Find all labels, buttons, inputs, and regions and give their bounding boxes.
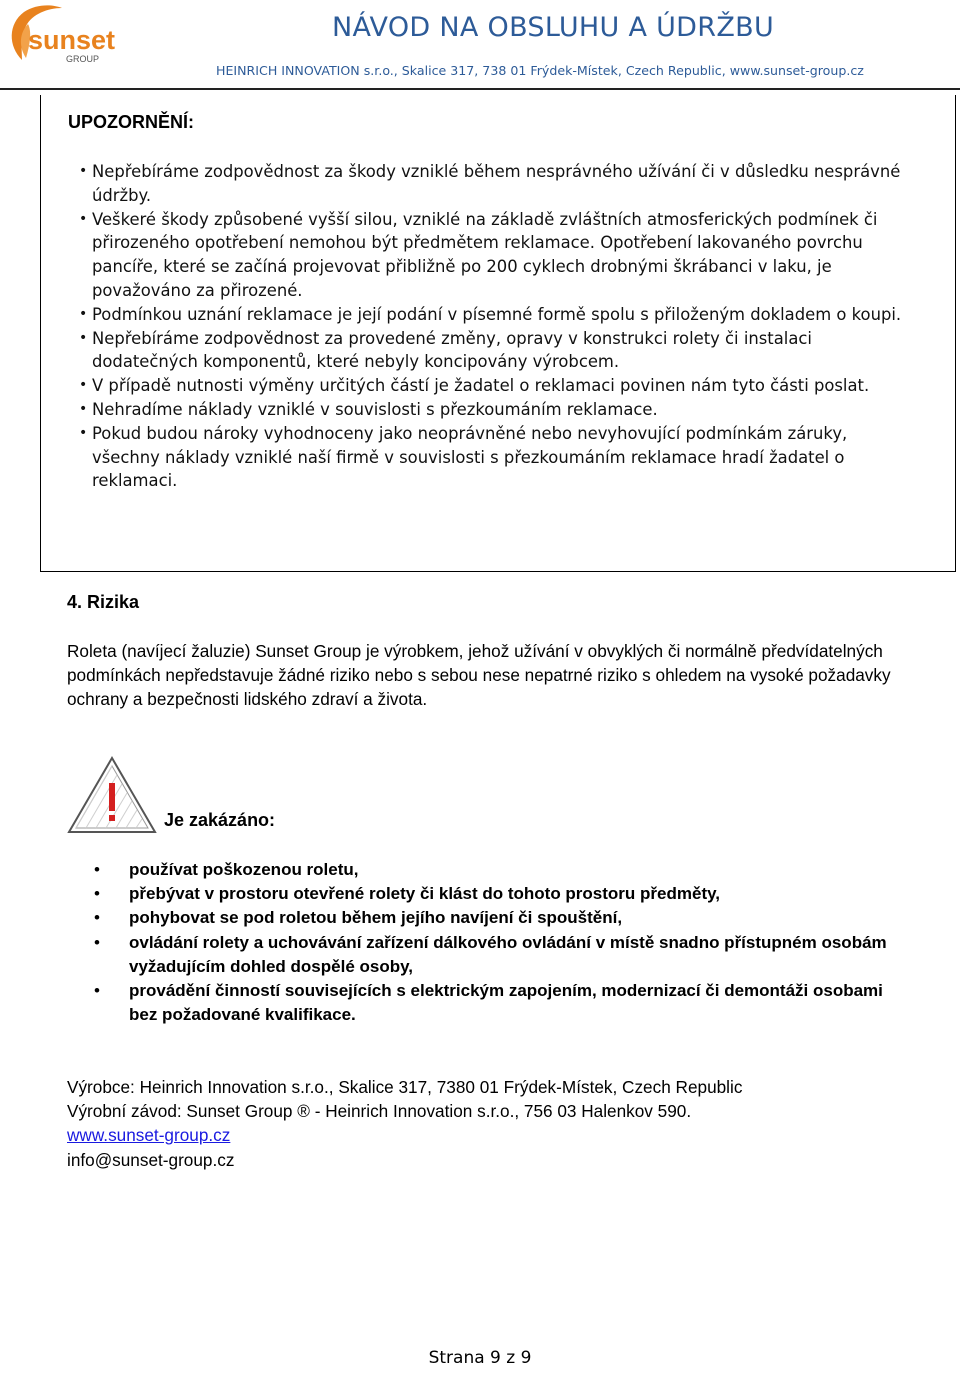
risks-paragraph: Roleta (navíjecí žaluzie) Sunset Group je výrobkem, jehož užívání v obvyklých či normálně předvídatelných podmínkách nepředstavuje žádné riziko nebo s sebou nese nepatrné riziko s ohledem na vysoké požadavky ochrany a bezpečnosti lidského zdraví a života. xyxy=(67,641,891,710)
list-item: • ovládání rolety a uchovávání zařízení dálkového ovládání v místě snadno přístupném osobám vyžadujícím dohled dospělé osoby, xyxy=(94,932,887,976)
bullet-icon: • xyxy=(94,932,100,952)
list-item: • přebývat v prostoru otevřené rolety či klást do tohoto prostoru předměty, xyxy=(92,882,892,906)
forbidden-heading: Je zakázáno: xyxy=(164,810,276,830)
bullet-icon: • xyxy=(79,400,88,417)
forbidden-list xyxy=(92,858,892,1027)
header-divider xyxy=(0,88,960,90)
company-address: HEINRICH INNOVATION s.r.o., Skalice 317, 738 01 Frýdek-Místek, Czech Republic, www.sunset-group.cz xyxy=(216,63,864,78)
bullet-icon: • xyxy=(79,210,88,227)
manufacturer-line: Výrobce: Heinrich Innovation s.r.o., Skalice 317, 7380 01 Frýdek-Místek, Czech Republic xyxy=(67,1077,743,1097)
bullet-icon: • xyxy=(94,981,100,1001)
logo-swoosh-icon xyxy=(4,2,134,72)
bullet-icon: • xyxy=(94,884,100,904)
bullet-icon: • xyxy=(94,860,100,879)
bullet-icon: • xyxy=(79,377,88,394)
section-heading-risks: 4. Rizika xyxy=(67,592,140,612)
warning-heading: UPOZORNĚNÍ: xyxy=(68,112,194,132)
contact-block xyxy=(67,1075,742,1172)
list-item: • Pokud budou nároky vyhodnoceny jako neoprávněné nebo nevyhovující podmínkám záruky, všechny náklady vzniklé naší firmě v souvislosti s přezkoumáním reklamace hradí žadatel o reklamaci. xyxy=(79,423,848,491)
list-item: • používat poškozenou roletu, xyxy=(92,858,892,882)
page-number: Strana 9 z 9 xyxy=(428,1348,532,1368)
list-item: • Nehradíme náklady vzniklé v souvislosti s přezkoumáním reklamace. xyxy=(80,398,910,422)
email-line: info@sunset-group.cz xyxy=(67,1149,235,1170)
bullet-icon: • xyxy=(79,305,88,322)
plant-line: Výrobní závod: Sunset Group ® - Heinrich Innovation s.r.o., 756 03 Halenkov 590. xyxy=(67,1101,692,1122)
list-item: • Podmínkou uznání reklamace je její podání v písemné formě spolu s přiloženým dokladem o koupi. xyxy=(80,303,910,327)
bullet-icon: • xyxy=(79,424,88,441)
document-title: NÁVOD NA OBSLUHU A ÚDRŽBU xyxy=(332,12,775,43)
svg-text:GROUP: GROUP xyxy=(66,54,100,64)
list-item: • provádění činností souvisejících s elektrickým zapojením, modernizací či demontáži osobami bez požadované kvalifikace. xyxy=(94,981,883,1025)
bullet-icon: • xyxy=(94,908,100,928)
svg-text:sunset: sunset xyxy=(28,25,116,55)
page-header xyxy=(0,0,960,96)
warning-list xyxy=(80,160,910,493)
list-item: • Nepřebíráme zodpovědnost za provedené změny, opravy v konstrukci rolety či instalaci dodatečných komponentů, které nebyly koncipovány výrobcem. xyxy=(79,328,812,372)
bullet-icon: • xyxy=(79,163,88,179)
list-item: • Veškeré škody způsobené vyšší silou, vzniklé na základě zvláštních atmosferických podmínek či přirozeného opotřebení nemohou být předmětem reklamace. Opotřebení lakovaného povrchu pancíře, které se začíná projevovat přibližně po 200 cyklech drobnými škrábanci v laku, je považováno za přirozené. xyxy=(79,209,878,300)
list-item: • V případě nutnosti výměny určitých částí je žadatel o reklamaci povinen nám tyto části poslat. xyxy=(80,374,910,398)
list-item: • Nepřebíráme zodpovědnost za škody vzniklé během nesprávného užívání či v důsledku nesprávné údržby. xyxy=(79,162,901,205)
bullet-icon: • xyxy=(79,329,88,346)
sunset-logo xyxy=(4,2,134,72)
warning-triangle-icon xyxy=(66,755,158,835)
website-link[interactable]: www.sunset-group.cz xyxy=(67,1125,231,1146)
list-item: • pohybovat se pod roletou během jejího navíjení či spouštění, xyxy=(92,906,892,930)
